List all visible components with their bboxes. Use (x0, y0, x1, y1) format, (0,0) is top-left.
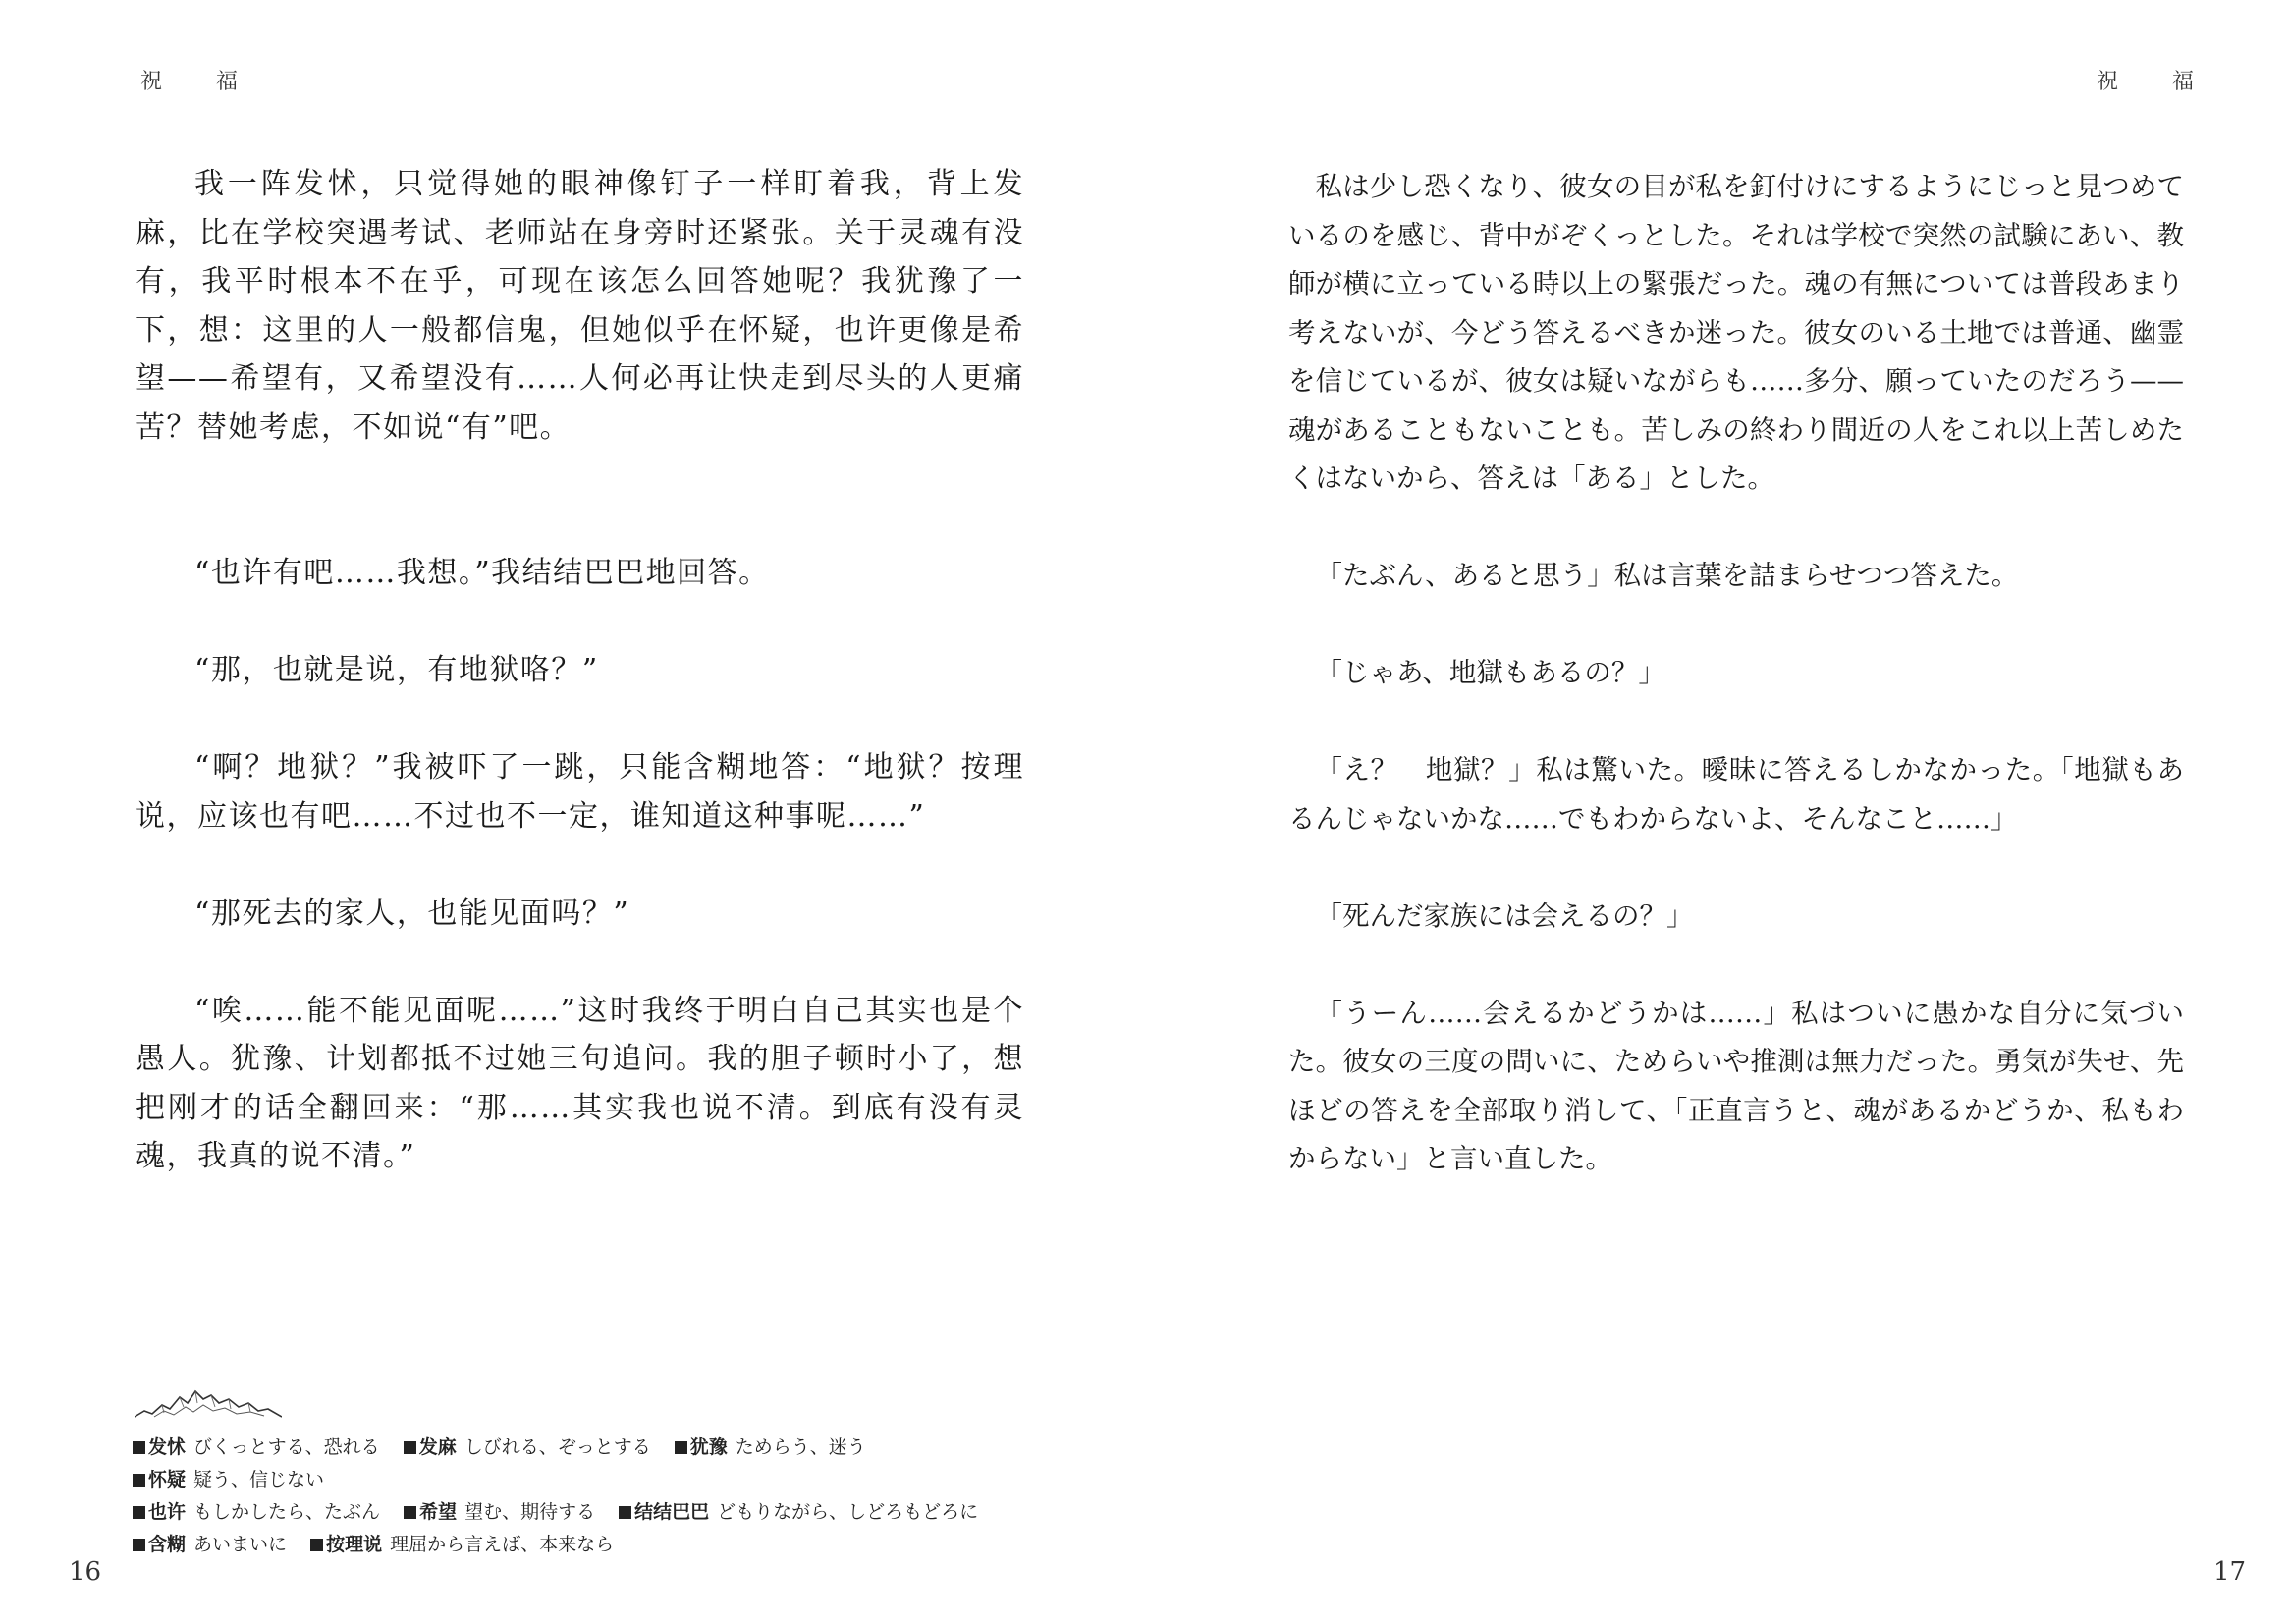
paragraph: “也许有吧……我想。”我结结巴巴地回答。 (194, 556, 770, 590)
left-page (0, 0, 1144, 1624)
paragraph: 「え？ 地獄？」私は驚いた。曖昧に答えるしかなかった。「地獄もあるんじゃないかな……でもわからないよ、そんなこと……」 (1288, 754, 2184, 835)
page-number: 16 (69, 1557, 102, 1587)
vocab-item: 按理说 理屈から言えば、本来なら (310, 1534, 614, 1555)
japanese-text (1288, 163, 2184, 1184)
vocabulary-notes (133, 1432, 1026, 1561)
paragraph: “啊？地狱？”我被吓了一跳，只能含糊地答：“地狱？按理说，应该也有吧……不过也不一定，谁知道这种事呢……” (136, 750, 1024, 834)
paragraph: 「じゃあ、地獄もあるの？」 (1315, 657, 1665, 688)
paragraph: 我一阵发怵，只觉得她的眼神像钉子一样盯着我，背上发麻，比在学校突遇考试、老师站在身旁时还紧张。关于灵魂有没有，我平时根本不在乎，可现在该怎么回答她呢？我犹豫了一下，想：这里的人一般都信鬼，但她似乎在怀疑，也许更像是希望——希望有，又希望没有……人何必再让快走到尽头的人更痛苦？替她考虑，不如说“有”吧。 (136, 167, 1024, 445)
vocab-item: 犹豫 ためらう、迷う (675, 1436, 866, 1458)
paragraph: 私は少し恐くなり、彼女の目が私を釘付けにするようにじっと見つめているのを感じ、背中がぞくっとした。それは学校で突然の試験にあい、教師が横に立っている時以上の緊張だった。魂の有無については普段あまり考えないが、今どう答えるべきか迷った。彼女のいる土地では普通、幽霊を信じているが、彼女は疑いながらも……多分、願っていたのだろう——魂があることもないことも。苦しみの終わり間近の人をこれ以上苦しめたくはないから、答えは「ある」とした。 (1288, 171, 2184, 494)
paragraph: “唉……能不能见面呢……”这时我终于明白自己其实也是个愚人。犹豫、计划都抵不过她三句追问。我的胆子顿时小了，想把刚才的话全翻回来：“那……其实我也说不清。到底有没有灵魂，我真的说不清。” (136, 993, 1024, 1173)
chinese-text (136, 160, 1024, 1181)
running-head: 祝 福 (2097, 70, 2217, 94)
paragraph: 「うーん……会えるかどうかは……」私はついに愚かな自分に気づいた。彼女の三度の問いに、ためらいや推測は無力だった。勇気が失せ、先ほどの答えを全部取り消して、「正直言うと、魂があるかどうか、私もわからない」と言い直した。 (1288, 997, 2184, 1174)
vocab-item: 也许 もしかしたら、たぶん (133, 1501, 380, 1523)
paragraph: 「たぶん、あると思う」私は言葉を詰まらせつつ答えた。 (1315, 560, 2019, 591)
right-page (1145, 0, 2289, 1624)
paragraph: 「死んだ家族には会えるの？」 (1315, 899, 1694, 932)
vocab-item: 怀疑 疑う、信じない (133, 1469, 324, 1490)
vocab-item: 含糊 あいまいに (133, 1534, 287, 1555)
running-head: 祝 福 (140, 70, 261, 94)
paragraph: “那，也就是说，有地狱咯？” (194, 653, 599, 687)
vocab-item: 发麻 しびれる、ぞっとする (404, 1436, 651, 1458)
page-number: 17 (2213, 1557, 2247, 1587)
mountain-ornament-icon (135, 1381, 282, 1421)
vocab-item: 结结巴巴 どもりながら、しどろもどろに (619, 1501, 978, 1523)
vocab-item: 希望 望む、期待する (404, 1501, 595, 1523)
vocab-item: 发怵 びくっとする、恐れる (133, 1436, 380, 1458)
paragraph: “那死去的家人，也能见面吗？” (194, 895, 630, 931)
